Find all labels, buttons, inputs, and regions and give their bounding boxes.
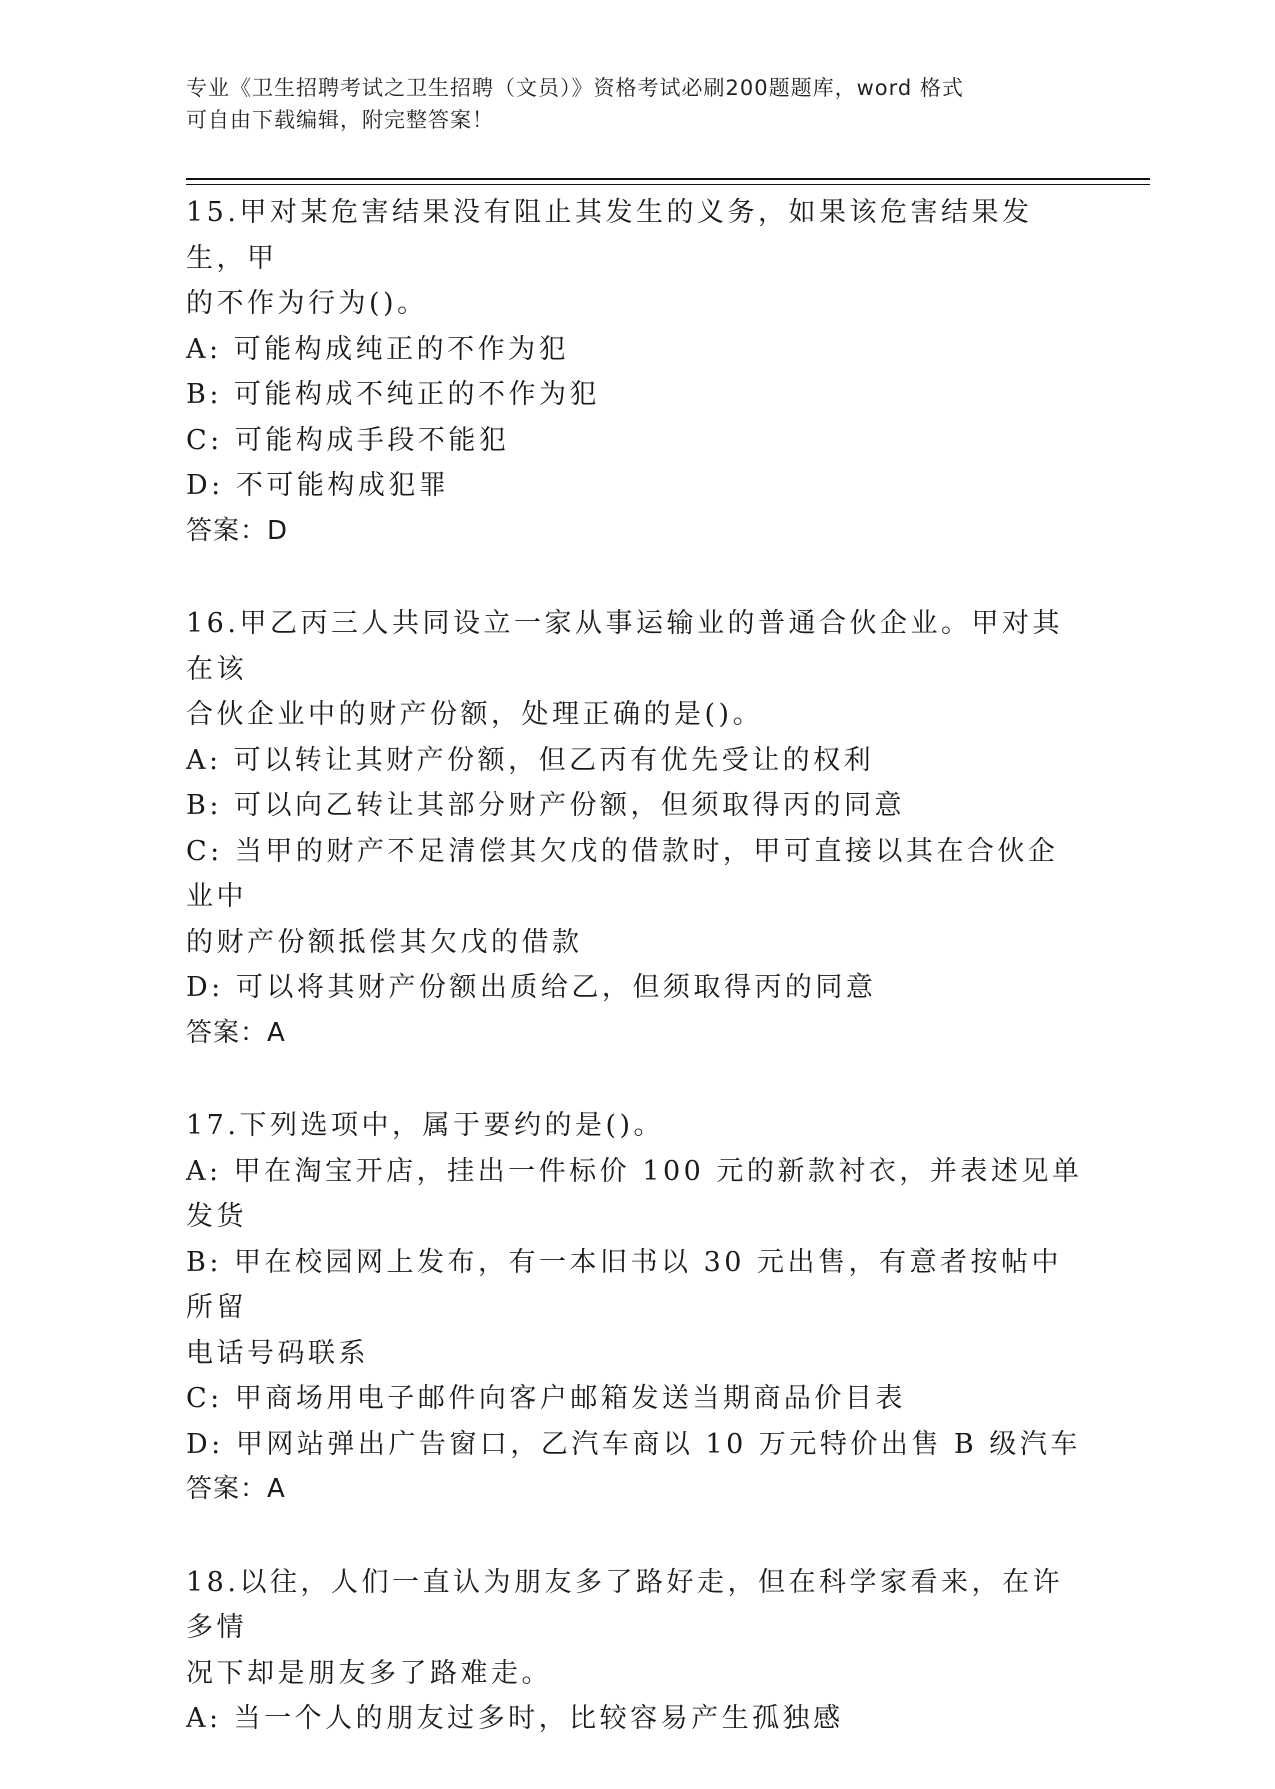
option-d: D: 不可能构成犯罪 [186,470,450,501]
header-line-2: 可自由下载编辑，附完整答案！ [186,108,494,132]
question-15 [186,190,1086,554]
option-b: B: 甲在校园网上发布，有一本旧书以 30 元出售，有意者按帖中所留 [186,1246,1063,1323]
option-b-continued: 电话号码联系 [186,1337,369,1369]
option-a: A: 甲在淘宝开店，挂出一件标价 100 元的新款衬衣，并表述见单发货 [186,1155,1083,1232]
option-d: D: 可以将其财产份额出质给乙，但须取得丙的同意 [186,972,877,1003]
question-list [186,190,1086,1789]
header-divider [186,178,1150,180]
answer-label: 答案：A [186,1474,286,1504]
option-a: A: 当一个人的朋友过多时，比较容易产生孤独感 [186,1703,844,1734]
question-text-line: 17.下列选项中，属于要约的是()。 [186,1110,665,1141]
question-text-line: 况下却是朋友多了路难走。 [186,1657,552,1689]
option-c: C: 可能构成手段不能犯 [186,424,510,456]
option-c-continued: 的财产份额抵偿其欠戊的借款 [186,926,583,958]
option-b: B: 可能构成不纯正的不作为犯 [186,379,601,410]
answer-label: 答案：D [186,515,289,546]
document-header [186,72,1066,136]
option-a: A: 可能构成纯正的不作为犯 [186,333,570,365]
option-a: A: 可以转让其财产份额，但乙丙有优先受让的权利 [186,744,875,776]
question-16 [186,601,1086,1056]
option-b: B: 可以向乙转让其部分财产份额，但须取得丙的同意 [186,790,906,821]
question-text-line: 16.甲乙丙三人共同设立一家从事运输业的普通合伙企业。甲对其在该 [186,608,1063,685]
question-18 [186,1560,1086,1742]
header-line-1: 专业《卫生招聘考试之卫生招聘（文员）》资格考试必刷200题题库，word 格式 [186,76,964,100]
header-divider-thin [186,184,1150,185]
option-c: C: 甲商场用电子邮件向客户邮箱发送当期商品价目表 [186,1383,906,1414]
question-text-line: 的不作为行为()。 [186,288,428,319]
question-text-line: 合伙企业中的财产份额，处理正确的是()。 [186,699,764,730]
question-17 [186,1103,1086,1513]
question-text-line: 18.以往，人们一直认为朋友多了路好走，但在科学家看来，在许多情 [186,1566,1063,1643]
answer-label: 答案：A [186,1017,286,1048]
question-text-line: 15.甲对某危害结果没有阻止其发生的义务，如果该危害结果发生，甲 [186,197,1033,274]
option-c: C: 当甲的财产不足清偿其欠戊的借款时，甲可直接以其在合伙企业中 [186,835,1059,912]
option-d: D: 甲网站弹出广告窗口，乙汽车商以 10 万元特价出售 B 级汽车 [186,1428,1081,1460]
